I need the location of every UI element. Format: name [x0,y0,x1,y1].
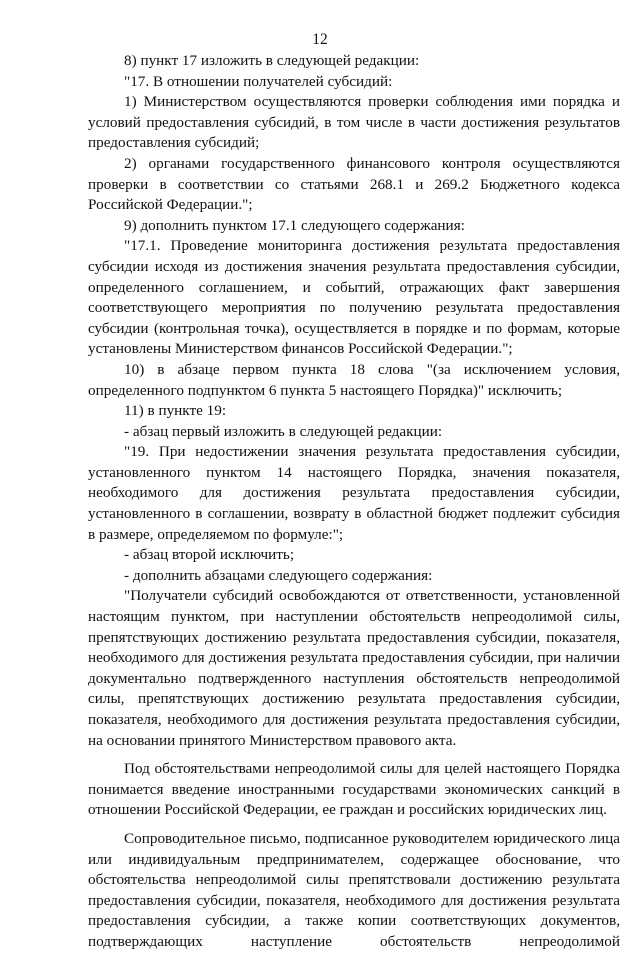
paragraph-17-sub-2: 2) органами государственного финансового контроля осуществляются проверки в соответствии со статьями 268.1 и 269.2 Бюджетного кодекса Российской Федерации."; [88,154,620,214]
paragraph-17-sub-1: 1) Министерством осуществляются проверки соблюдения ими порядка и условий предоставления субсидий, в том числе в части достижения результатов предоставления субсидий; [88,93,620,152]
paragraph-item-9: 9) дополнить пунктом 17.1 следующего содержания: [124,216,465,234]
paragraph-quote-19: "19. При недостижении значения результата предоставления субсидии, установленного пунктом 14 настоящего Порядка, значения показателя, необходимого для достижения результата предоставления субсидии, установленного в соглашении, возврату в областной бюджет подлежит субсидия в размере, определяемом по формуле:"; [88,443,620,543]
paragraph-item-10: 10) в абзаце первом пункта 18 слова "(за исключением условия, определенного подпунктом 6 пункта 5 настоящего Порядка)" исключить; [88,360,620,399]
paragraph-cover-letter: Сопроводительное письмо, подписанное руководителем юридического лица или индивидуальным предпринимателем, содержащее обоснование, что обстоятельства непреодолимой силы препятствовали достижению результата предоставления субсидии, показателя, необходимого для достижения результата предоставления субсидии, а также копии соответствующих документов, подтверждающих наступление обстоятельств непреодолимой [88,829,620,950]
paragraph-dash-3: - дополнить абзацами следующего содержания: [124,566,433,584]
document-body [88,51,620,953]
paragraph-item-8: 8) пункт 17 изложить в следующей редакции: [124,52,420,69]
paragraph-quote-recipients: "Получатели субсидий освобождаются от ответственности, установленной настоящим пунктом, при наступлении обстоятельств непреодолимой силы, препятствующих достижению результата предоставления субсидии, показателя, необходимого для достижения результата предоставления субсидии, при наличии документально подтвержденного наступления обстоятельств непреодолимой силы, препятствующих достижению результата предоставления субсидии, показателя, необходимого для достижения результата предоставления субсидии, на основании принятого Министерством правового акта. [88,587,620,749]
paragraph-force-majeure: Под обстоятельствами непреодолимой силы для целей настоящего Порядка понимается введение иностранными государствами экономических санкций в отношении Российской Федерации, ее граждан и российских юридических лиц. [88,760,620,819]
paragraph-dash-2: - абзац второй исключить; [124,546,295,564]
paragraph-dash-1: - абзац первый изложить в следующей редакции: [124,422,443,440]
paragraph-quote-17-1: "17.1. Проведение мониторинга достижения результата предоставления субсидии исходя из достижения значения результата предоставления субсидии, определенного соглашением, и событий, отражающих факт завершения соответствующего мероприятия по получению результата предоставления субсидии (контрольная точка), осуществляется в порядке и по формам, которые установлены Министерством финансов Российской Федерации."; [88,237,620,358]
paragraph-quote-17: "17. В отношении получателей субсидий: [124,72,393,90]
page-number: 12 [312,31,328,48]
paragraph-item-11: 11) в пункте 19: [124,402,227,420]
